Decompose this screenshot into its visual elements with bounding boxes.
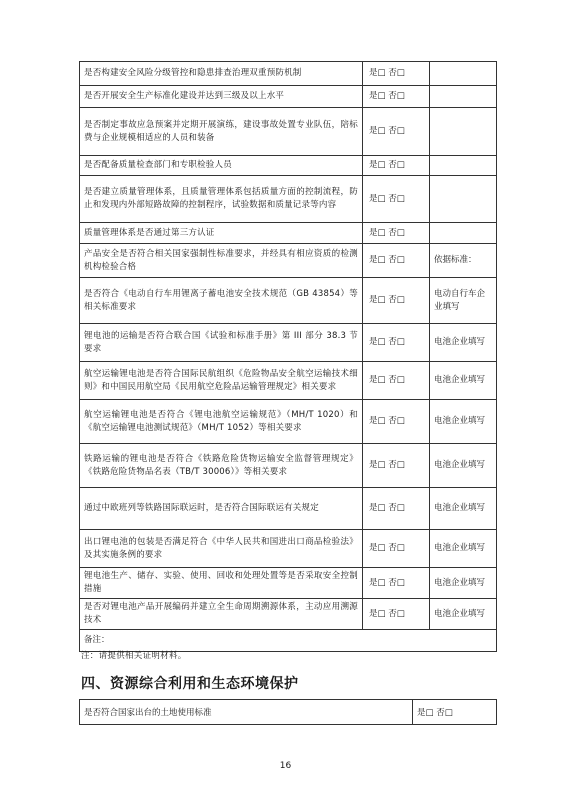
checkbox-cell[interactable]: 是□ 否□ xyxy=(363,444,430,488)
question-cell: 质量管理体系是否通过第三方认证 xyxy=(80,223,363,244)
note-cell: 电池企业填写 xyxy=(430,444,497,488)
question-cell: 是否对锂电池产品开展编码并建立全生命周期溯源体系，主动应用溯源技术 xyxy=(80,599,363,630)
checkbox-cell[interactable]: 是□ 否□ xyxy=(413,700,497,725)
table-row xyxy=(80,108,497,156)
table-row xyxy=(80,244,497,278)
question-cell: 产品安全是否符合相关国家强制性标准要求，并经具有相应资质的检测机构检验合格 xyxy=(80,244,363,278)
question-cell: 锂电池的运输是否符合联合国《试验和标准手册》第 III 部分 38.3 节要求 xyxy=(80,324,363,362)
question-cell: 是否开展安全生产标准化建设并达到三级及以上水平 xyxy=(80,86,363,108)
table-row xyxy=(80,223,497,244)
remarks-cell[interactable]: 备注： xyxy=(80,630,497,652)
section-heading: 四、资源综合利用和生态环境保护 xyxy=(81,676,299,692)
question-cell: 通过中欧班列等铁路国际联运时，是否符合国际联运有关规定 xyxy=(80,488,363,530)
question-cell: 锂电池生产、储存、实验、使用、回收和处理处置等是否采取安全控制措施 xyxy=(80,568,363,599)
note-cell xyxy=(430,223,497,244)
table-row xyxy=(80,278,497,324)
question-cell: 是否建立质量管理体系，且质量管理体系包括质量方面的控制流程，防止和发现内外部短路故障的控制程序，试验数据和质量记录等内容 xyxy=(80,176,363,223)
table-row xyxy=(80,324,497,362)
note-cell xyxy=(430,156,497,176)
checkbox-cell[interactable]: 是□ 否□ xyxy=(363,108,430,156)
table-row xyxy=(80,62,497,86)
checkbox-cell[interactable]: 是□ 否□ xyxy=(363,62,430,86)
note-cell: 电池企业填写 xyxy=(430,324,497,362)
checkbox-cell[interactable]: 是□ 否□ xyxy=(363,86,430,108)
note-cell xyxy=(430,176,497,223)
section-table xyxy=(79,699,497,725)
page-number: 16 xyxy=(279,761,292,771)
table-row xyxy=(80,488,497,530)
table-row xyxy=(80,700,497,725)
note-cell: 电池企业填写 xyxy=(430,568,497,599)
checkbox-cell[interactable]: 是□ 否□ xyxy=(363,362,430,400)
note-cell xyxy=(430,86,497,108)
checkbox-cell[interactable]: 是□ 否□ xyxy=(363,568,430,599)
table-row xyxy=(80,156,497,176)
question-cell: 铁路运输的锂电池是否符合《铁路危险货物运输安全监督管理规定》《铁路危险货物品名表（TB/T 30006）》等相关要求 xyxy=(80,444,363,488)
question-cell: 是否制定事故应急预案并定期开展演练，建设事故处置专业队伍，陪标费与企业规模相适应的人员和装备 xyxy=(80,108,363,156)
checkbox-cell[interactable]: 是□ 否□ xyxy=(363,223,430,244)
table-row xyxy=(80,176,497,223)
footnote: 注：请提供相关证明材料。 xyxy=(81,651,187,661)
question-cell: 是否符合《电动自行车用锂离子蓄电池安全技术规范（GB 43854）等相关标准要求 xyxy=(80,278,363,324)
table-row xyxy=(80,86,497,108)
checkbox-cell[interactable]: 是□ 否□ xyxy=(363,530,430,568)
note-cell: 依据标准： xyxy=(430,244,497,278)
checkbox-cell[interactable]: 是□ 否□ xyxy=(363,488,430,530)
note-cell: 电池企业填写 xyxy=(430,488,497,530)
table-row xyxy=(80,400,497,444)
table-row xyxy=(80,599,497,630)
note-cell: 电动自行车企业填写 xyxy=(430,278,497,324)
table-row xyxy=(80,444,497,488)
checkbox-cell[interactable]: 是□ 否□ xyxy=(363,244,430,278)
checkbox-cell[interactable]: 是□ 否□ xyxy=(363,176,430,223)
question-cell: 航空运输锂电池是否符合《锂电池航空运输规范》（MH/T 1020）和《航空运输锂电池测试规范》（MH/T 1052）等相关要求 xyxy=(80,400,363,444)
checkbox-cell[interactable]: 是□ 否□ xyxy=(363,400,430,444)
note-cell: 电池企业填写 xyxy=(430,400,497,444)
note-cell: 电池企业填写 xyxy=(430,362,497,400)
note-cell: 电池企业填写 xyxy=(430,530,497,568)
question-cell: 是否构建安全风险分级管控和隐患排查治理双重预防机制 xyxy=(80,62,363,86)
checkbox-cell[interactable]: 是□ 否□ xyxy=(363,324,430,362)
question-cell: 航空运输锂电池是否符合国际民航组织《危险物品安全航空运输技术细则》和中国民用航空局《民用航空危险品运输管理规定》相关要求 xyxy=(80,362,363,400)
checkbox-cell[interactable]: 是□ 否□ xyxy=(363,156,430,176)
note-cell xyxy=(430,108,497,156)
question-cell: 是否符合国家出台的土地使用标准 xyxy=(80,700,413,725)
table-row xyxy=(80,568,497,599)
table-row xyxy=(80,362,497,400)
checklist-table xyxy=(79,61,497,652)
question-cell: 是否配备质量检查部门和专职检验人员 xyxy=(80,156,363,176)
question-cell: 出口锂电池的包装是否满足符合《中华人民共和国进出口商品检验法》及其实施条例的要求 xyxy=(80,530,363,568)
table-row xyxy=(80,530,497,568)
note-cell: 电池企业填写 xyxy=(430,599,497,630)
checkbox-cell[interactable]: 是□ 否□ xyxy=(363,278,430,324)
checkbox-cell[interactable]: 是□ 否□ xyxy=(363,599,430,630)
note-cell xyxy=(430,62,497,86)
